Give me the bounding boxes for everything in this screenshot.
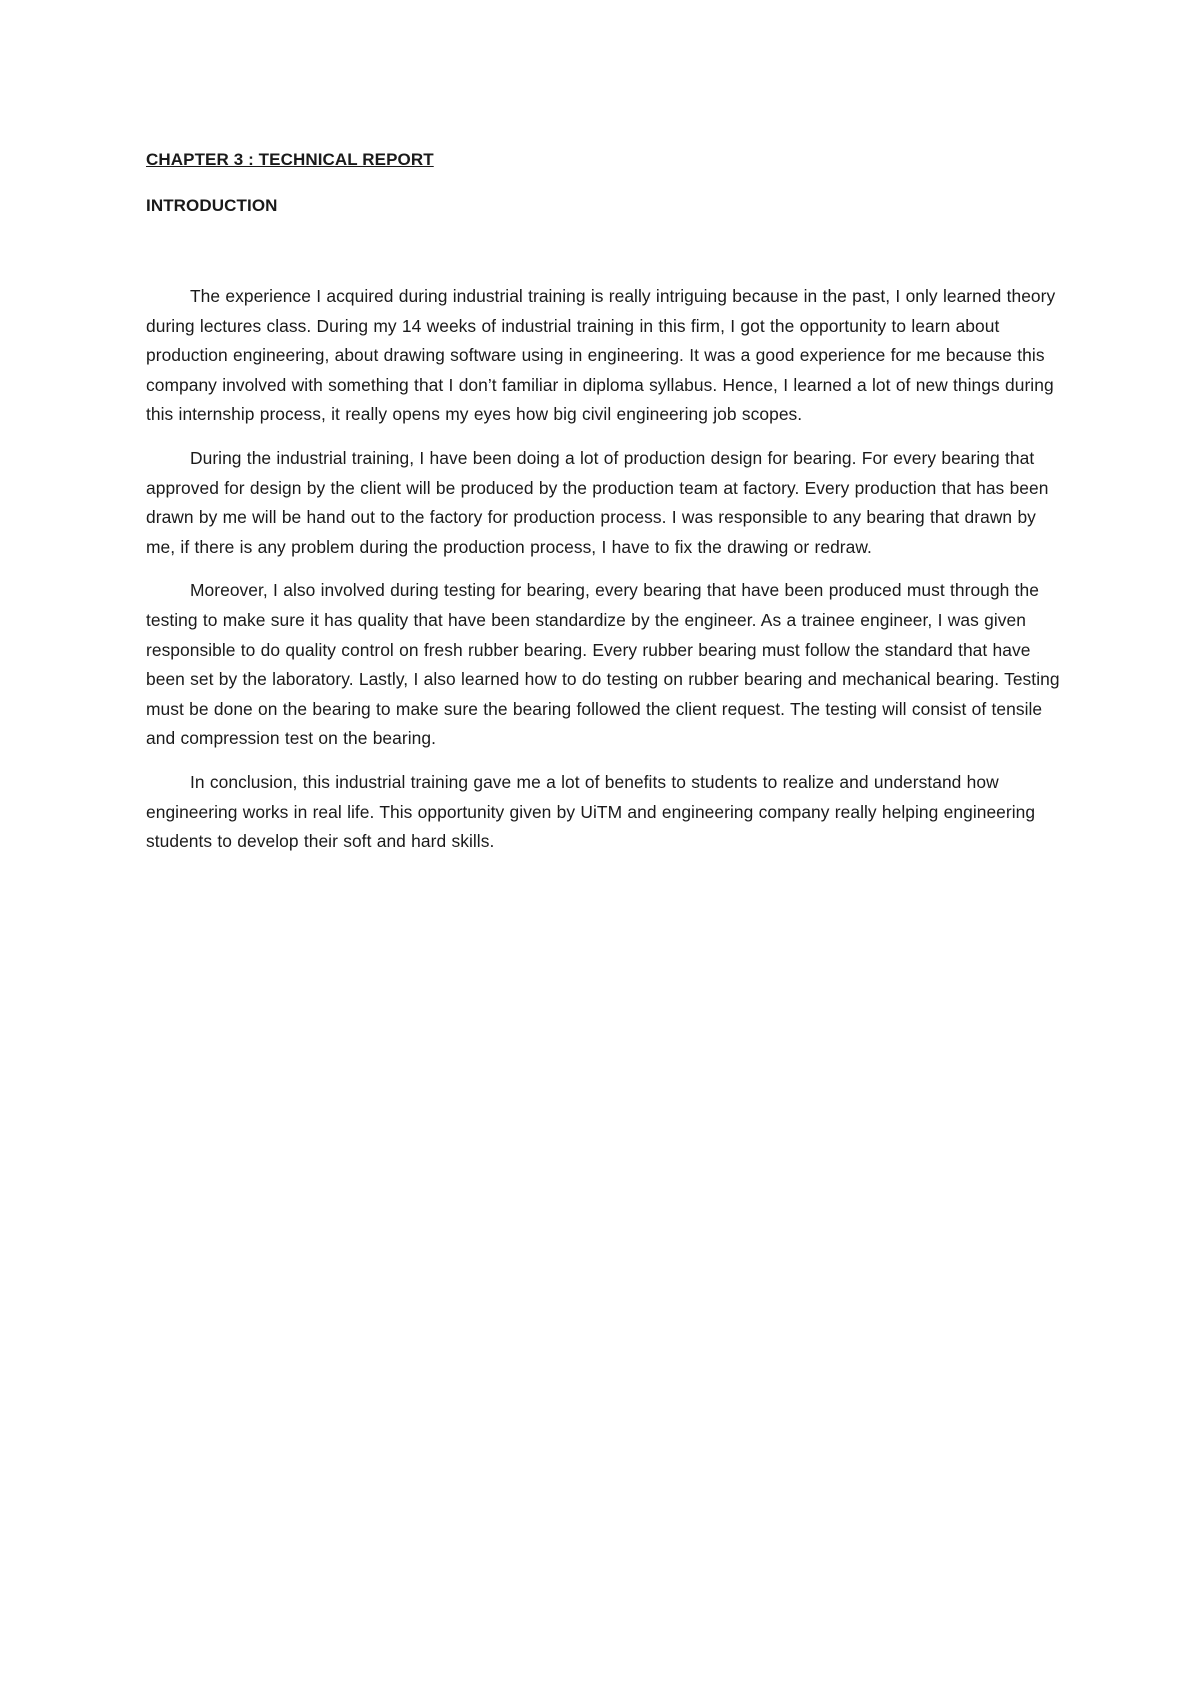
body-text: [146, 282, 1064, 857]
paragraph-3: Moreover, I also involved during testing for bearing, every bearing that have been produced must through the testing to make sure it has quality that have been standardize by the engineer. As a trainee engineer, I was given responsible to do quality control on fresh rubber bearing. Every rubber bearing must follow the standard that have been set by the laboratory. Lastly, I also learned how to do testing on rubber bearing and mechanical bearing. Testing must be done on the bearing to make sure the bearing followed the client request. The testing will consist of tensile and compression test on the bearing.: [146, 580, 1060, 749]
document-content: [146, 146, 1064, 871]
paragraph-4: In conclusion, this industrial training gave me a lot of benefits to students to realize and understand how engineering works in real life. This opportunity given by UiTM and engineering company really helping engineering students to develop their soft and hard skills.: [146, 771, 1036, 852]
chapter-title: CHAPTER 3 : TECHNICAL REPORT: [146, 150, 434, 169]
section-heading: INTRODUCTION: [146, 196, 278, 215]
paragraph-2: During the industrial training, I have been doing a lot of production design for bearing. For every bearing that approved for design by the client will be produced by the production team at factory. Every production that has been drawn by me will be hand out to the factory for production process. I was responsible to any bearing that drawn by me, if there is any problem during the production process, I have to fix the drawing or redraw.: [146, 447, 1049, 557]
paragraph-1: The experience I acquired during industrial training is really intriguing because in the past, I only learned theory during lectures class. During my 14 weeks of industrial training in this firm, I got the opportunity to learn about production engineering, about drawing software using in engineering. It was a good experience for me because this company involved with something that I don’t familiar in diploma syllabus. Hence, I learned a lot of new things during this internship process, it really opens my eyes how big civil engineering job scopes.: [146, 286, 1056, 425]
